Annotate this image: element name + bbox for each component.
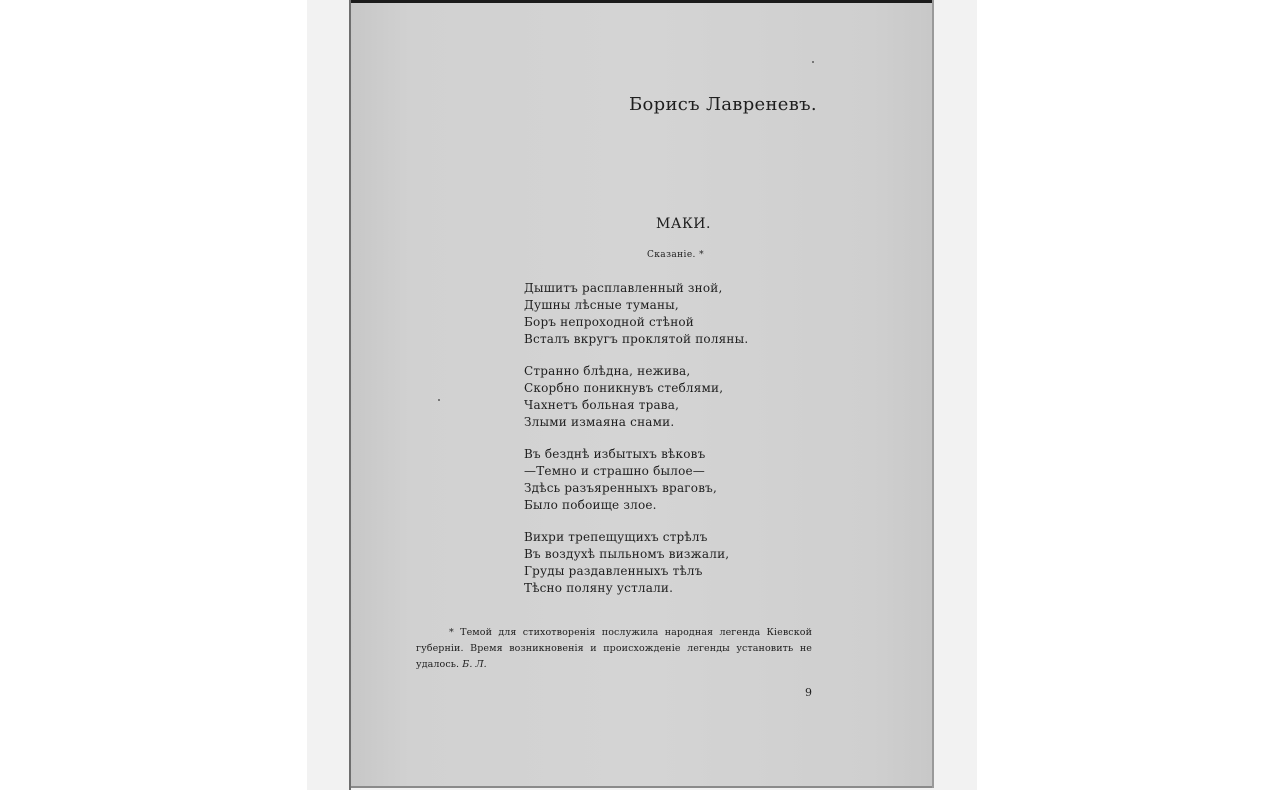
poem-line: Въ воздухѣ пыльномъ визжали, bbox=[524, 547, 730, 561]
scan-speck bbox=[812, 61, 814, 63]
page-right-edge bbox=[932, 0, 934, 788]
poem-line: Чахнетъ больная трава, bbox=[524, 398, 680, 412]
poem-line: Скорбно поникнувъ стеблями, bbox=[524, 381, 724, 395]
poem-line: Всталъ вкругъ проклятой поляны. bbox=[524, 332, 749, 346]
poem-line: Здѣсь разъяренныхъ враговъ, bbox=[524, 481, 718, 495]
poem-line: Дышитъ расплавленный зной, bbox=[524, 281, 723, 295]
stanza-2 bbox=[524, 363, 784, 431]
author-name: Борисъ Лавреневъ. bbox=[629, 94, 817, 115]
poem-line: Боръ непроходной стѣной bbox=[524, 315, 695, 329]
footnote bbox=[416, 625, 812, 673]
poem-line: Было побоище злое. bbox=[524, 498, 657, 512]
footnote-paragraph bbox=[416, 625, 812, 673]
stanza-3 bbox=[524, 446, 784, 514]
poem-subtitle: Сказаніе. * bbox=[647, 250, 704, 260]
poem-line: —Темно и страшно былое— bbox=[524, 464, 706, 478]
poem-line: Въ безднѣ избытыхъ вѣковъ bbox=[524, 447, 706, 461]
poem-line: Вихри трепещущихъ стрѣлъ bbox=[524, 530, 708, 544]
poem-line: Злыми измаяна снами. bbox=[524, 415, 675, 429]
stanza-1 bbox=[524, 280, 784, 348]
poem-body bbox=[524, 280, 784, 612]
poem-line: Душны лѣсные туманы, bbox=[524, 298, 679, 312]
footnote-text: * Темой для стихотворенія послужила народная легенда Кіевской губерніи. Время возникновенія и происхожденіе легенды установить не удалось. bbox=[416, 627, 812, 670]
scanned-page bbox=[351, 0, 932, 788]
poem-line: Груды раздавленныхъ тѣлъ bbox=[524, 564, 703, 578]
poem-line: Странно блѣдна, нежива, bbox=[524, 364, 691, 378]
stanza-4 bbox=[524, 529, 784, 597]
footnote-initials: Б. Л. bbox=[462, 659, 487, 670]
scan-speck bbox=[438, 399, 440, 401]
poem-title: МАКИ. bbox=[656, 216, 711, 232]
page-number: 9 bbox=[805, 686, 812, 699]
poem-line: Тѣсно поляну устлали. bbox=[524, 581, 674, 595]
